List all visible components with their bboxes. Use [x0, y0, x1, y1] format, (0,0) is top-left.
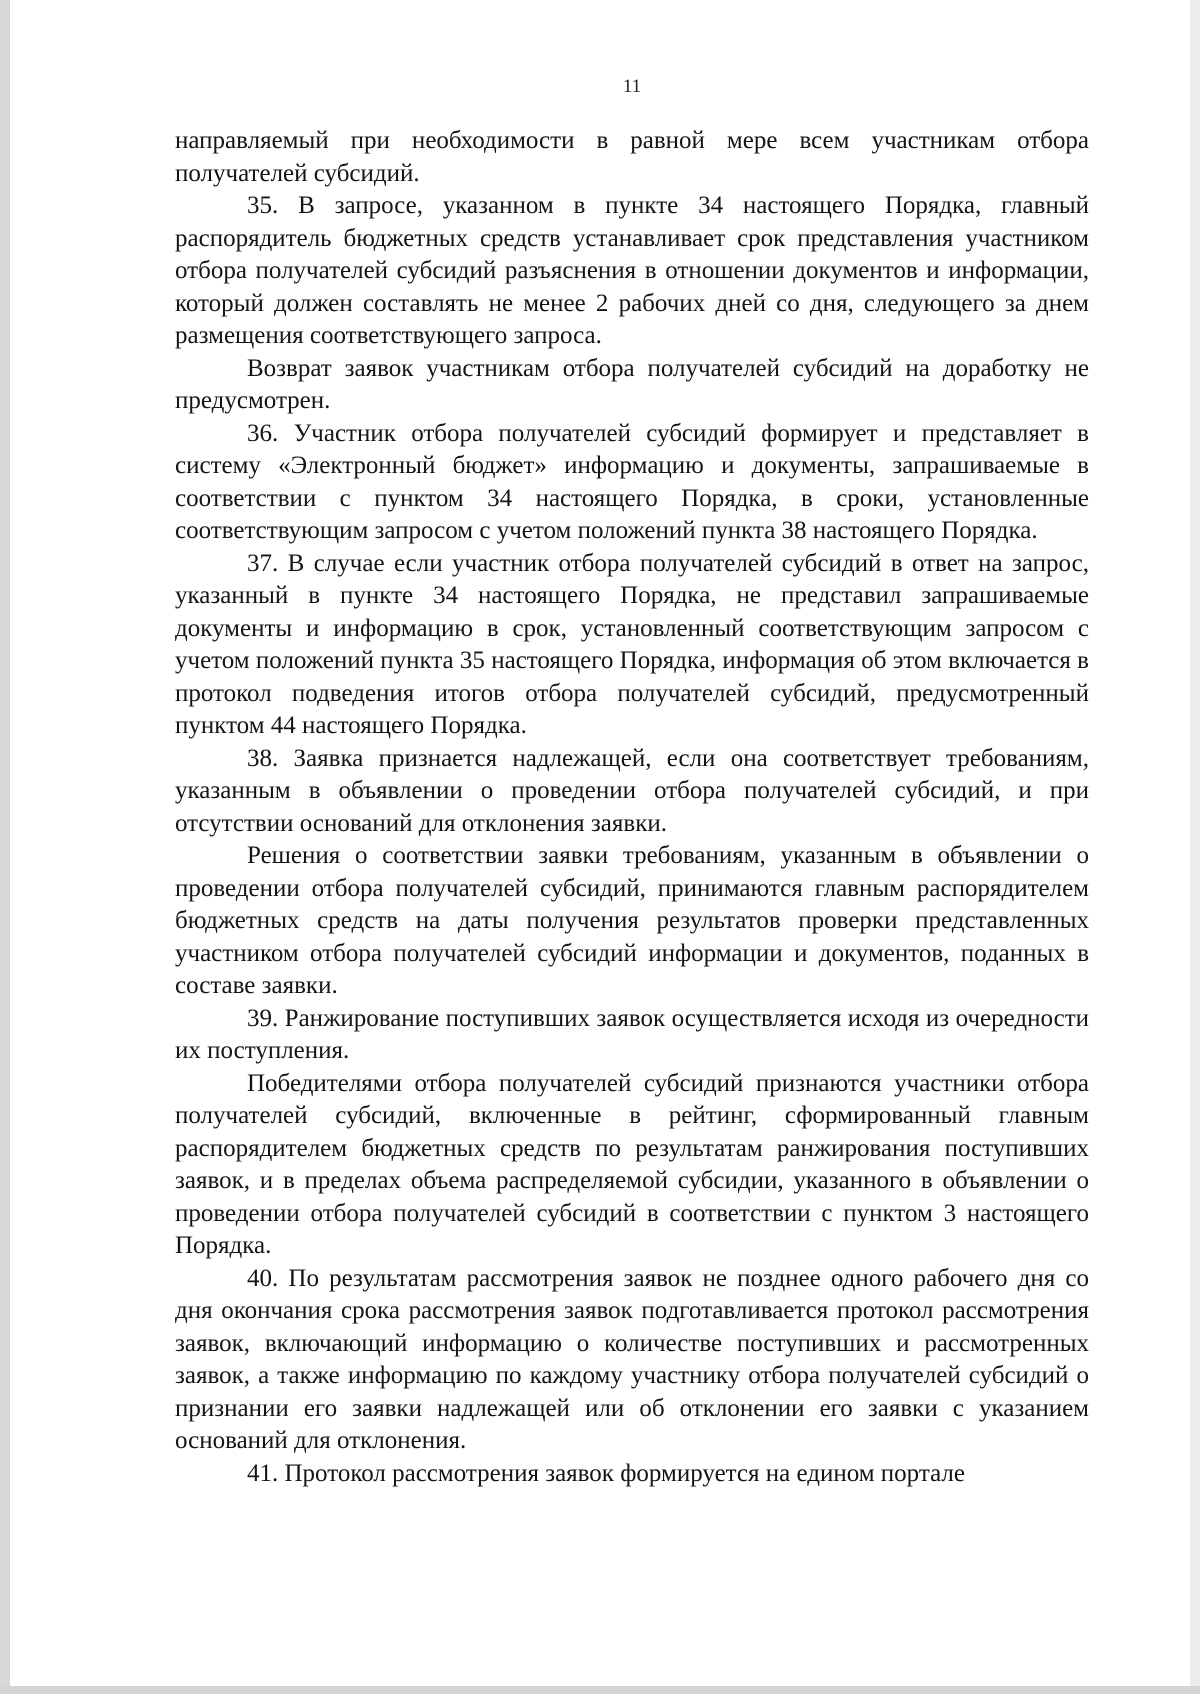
scan-edge-left — [0, 0, 10, 1694]
paragraph-winners: Победителями отбора получателей субсидий признаются участники отбора получателей субсидий, включенные в рейтинг, сформированный главным распорядителем бюджетных средств по результатам ранжирования поступивших заявок, и в пределах объема распределяемой субсидии, указанного в объявлении о проведении отбора получателей субсидий в соответствии с пунктом 3 настоящего Порядка. — [175, 1069, 1089, 1259]
paragraph-return-of-applications: Возврат заявок участникам отбора получателей субсидий на доработку не предусмотрен. — [175, 354, 1089, 414]
scan-edge-right — [1190, 0, 1200, 1694]
page-number: 11 — [622, 76, 642, 97]
paragraph-item-35: 35. В запросе, указанном в пункте 34 настоящего Порядка, главный распорядитель бюджетных средств устанавливает срок представления участником отбора получателей субсидий разъяснения в отношении документов и информации, который должен составлять не менее 2 рабочих дней со дня, следующего за днем размещения соответствующего запроса. — [175, 192, 1089, 349]
scan-edge-bottom — [0, 1686, 1200, 1694]
paragraph-item-37: 37. В случае если участник отбора получателей субсидий в ответ на запрос, указанный в пункте 34 настоящего Порядка, не представил запрашиваемые документы и информацию в срок, установленный соответствующим запросом с учетом положений пункта 35 настоящего Порядка, информация об этом включается в протокол подведения итогов отбора получателей субсидий, предусмотренный пунктом 44 настоящего Порядка. — [175, 549, 1089, 739]
paragraph-continuation: направляемый при необходимости в равной мере всем участникам отбора получателей субсидий. — [175, 127, 1089, 187]
paragraph-decisions: Решения о соответствии заявки требованиям, указанным в объявлении о проведении отбора получателей субсидий, принимаются главным распорядителем бюджетных средств на даты получения результатов проверки представленных участником отбора получателей субсидий информации и документов, поданных в составе заявки. — [175, 842, 1089, 999]
document-body — [175, 125, 1089, 1490]
paragraph-item-41: 41. Протокол рассмотрения заявок формируется на едином портале — [247, 1459, 965, 1487]
paragraph-item-36: 36. Участник отбора получателей субсидий формирует и представляет в систему «Электронный бюджет» информацию и документы, запрашиваемые в соответствии с пунктом 34 настоящего Порядка, в сроки, установленные соответствующим запросом с учетом положений пункта 38 настоящего Порядка. — [175, 419, 1089, 544]
paragraph-item-40: 40. По результатам рассмотрения заявок не позднее одного рабочего дня со дня окончания срока рассмотрения заявок подготавливается протокол рассмотрения заявок, включающий информацию о количестве поступивших и рассмотренных заявок, а также информацию по каждому участнику отбора получателей субсидий о признании его заявки надлежащей или об отклонении его заявки с указанием оснований для отклонения. — [175, 1264, 1089, 1454]
paragraph-item-38: 38. Заявка признается надлежащей, если она соответствует требованиям, указанным в объявлении о проведении отбора получателей субсидий, и при отсутствии оснований для отклонения заявки. — [175, 744, 1089, 837]
paragraph-item-39: 39. Ранжирование поступивших заявок осуществляется исходя из очередности их поступления. — [175, 1004, 1089, 1064]
